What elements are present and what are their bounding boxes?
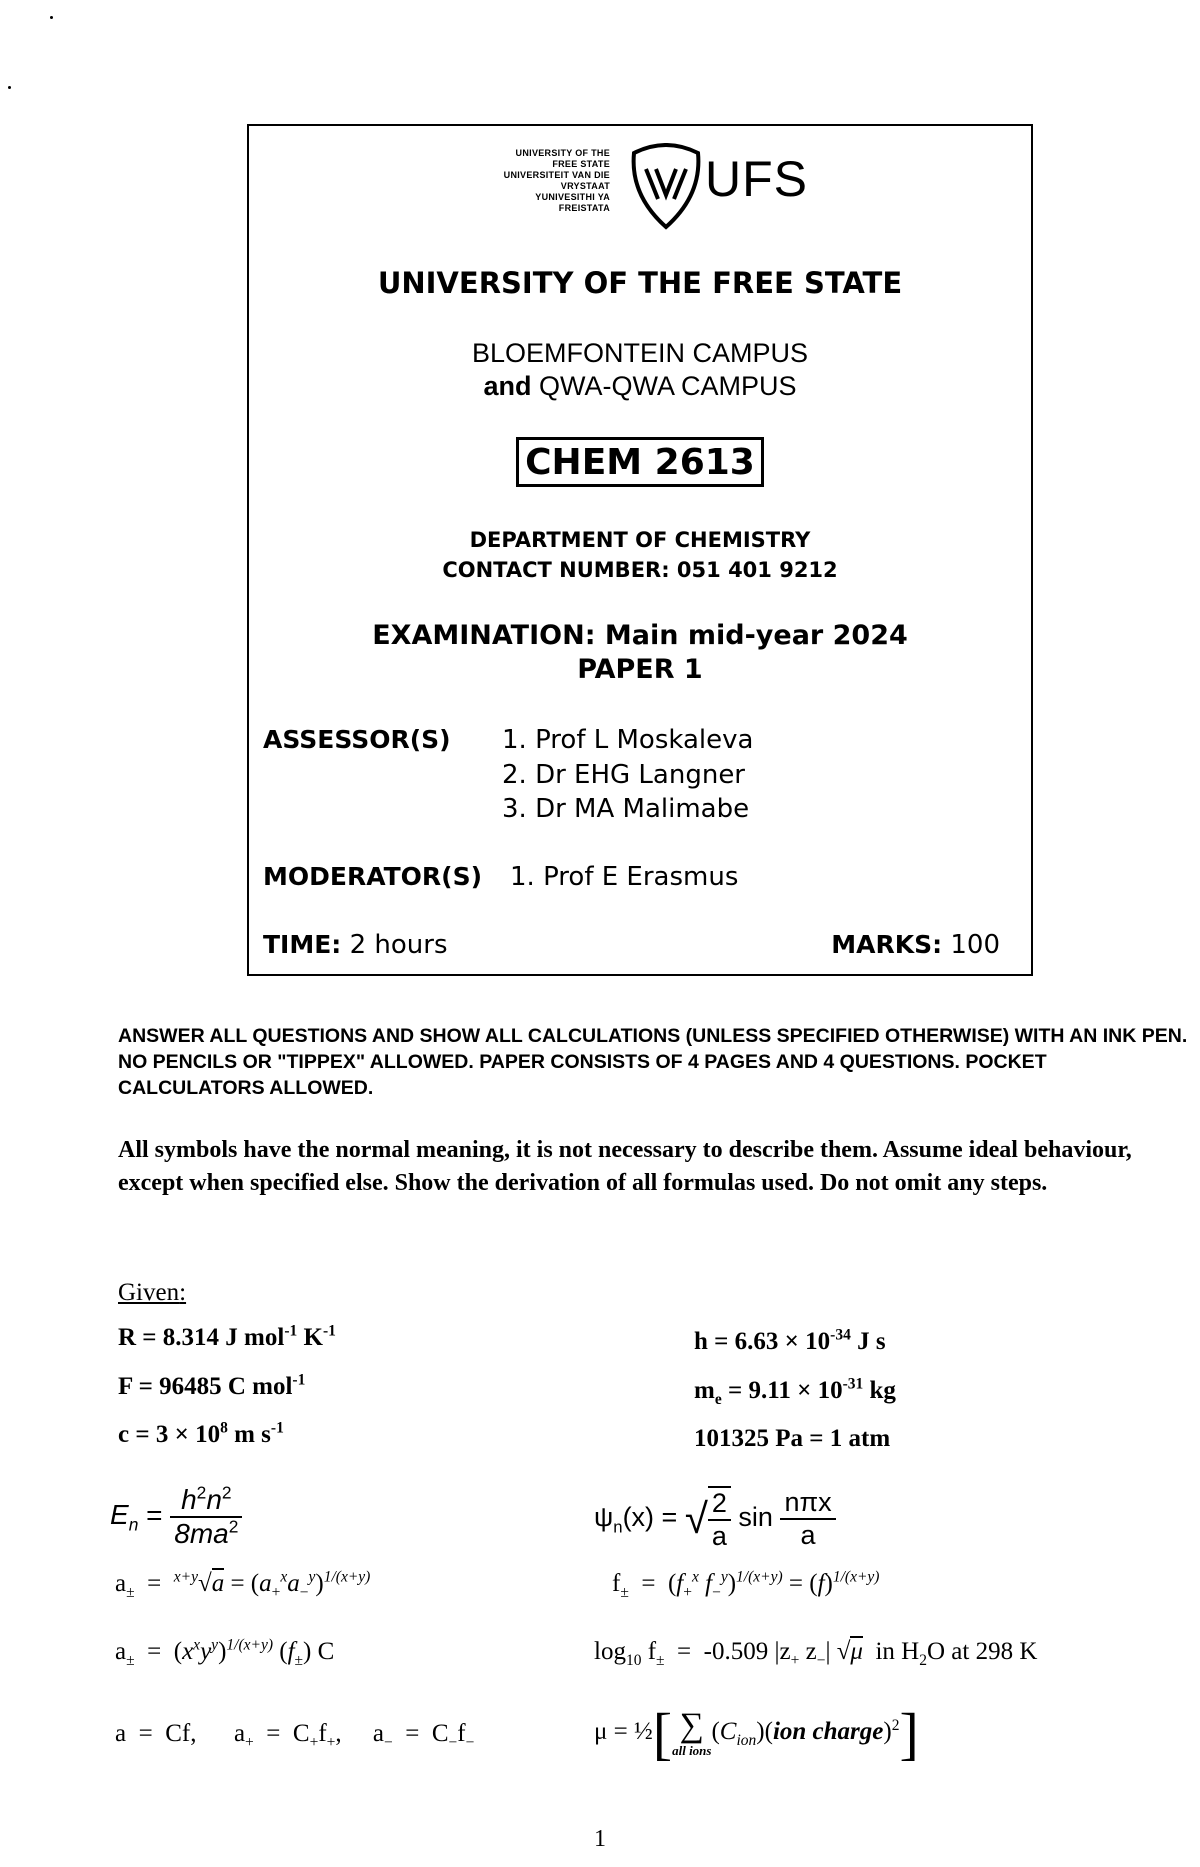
ufs-emblem-icon: [628, 143, 704, 231]
constant-atm: 101325 Pa = 1 atm: [694, 1425, 891, 1452]
fraction: $\frac{2}{a}$: [708, 1488, 731, 1552]
fraction: $\frac{\text{nπx}}{a}$: [780, 1487, 835, 1551]
logo-line: FREISTATA: [558, 203, 610, 213]
university-name: UNIVERSITY OF THE FREE STATE: [377, 266, 903, 300]
formula-activity-concentration: $a_\pm = (x^xy^y)^{1/(x+y)}$ $(f_\pm)$ C: [115, 1636, 335, 1669]
logo-line: UNIVERSITY OF THE: [515, 148, 610, 158]
formula-mean-activity-coefficient: $f_\pm = (f_+^x$ $f_-^y)^{1/(x+y)} = (f)^{1/(x+y)}$: [612, 1568, 880, 1601]
assessor-item: 2. Dr EHG Langner: [502, 760, 746, 790]
page-number: 1: [594, 1826, 606, 1852]
campus-qwaqwa: QWA-QWA CAMPUS: [531, 371, 797, 401]
logo-text: [440, 148, 610, 214]
scan-speck: [8, 86, 11, 89]
formula-activity-definitions: a = Cf, $a_+ = C_+f_+$, $a_- = C_-f_-$: [115, 1720, 475, 1751]
logo-word: UFS: [705, 151, 808, 207]
constant-me: $m_e = 9.11 \times 10^{-31}$ kg: [694, 1375, 896, 1408]
moderator-label: MODERATOR(S): [263, 862, 483, 891]
moderator-item: 1. Prof E Erasmus: [510, 862, 739, 892]
constant-c: $c = 3 \times 10^8$ m $s^{-1}$: [118, 1419, 284, 1448]
scan-speck: [50, 16, 53, 19]
time-value: 2 hours: [341, 930, 448, 960]
time-label: TIME:: [263, 930, 342, 959]
logo-line: YUNIVESITHI YA: [535, 192, 610, 202]
campus-line-2: [247, 371, 1033, 402]
formula-energy-levels: $E_n$ = $\frac{h^2n^2}{8ma^2}$: [110, 1484, 242, 1550]
given-label: Given: [118, 1279, 180, 1306]
constant-r-text: R = 8.314 J mol: [118, 1324, 285, 1351]
contact-number: CONTACT NUMBER: 051 401 9212: [442, 558, 838, 582]
marks-value: 100: [942, 930, 1000, 960]
constant-r: R = 8.314 J mol$^{-1}$ $K^{-1}$: [118, 1322, 336, 1351]
department: DEPARTMENT OF CHEMISTRY: [469, 528, 811, 552]
assessor-item: 1. Prof L Moskaleva: [502, 725, 754, 755]
time-row: [263, 930, 447, 960]
campus-and: and: [483, 371, 532, 401]
constant-f-text: F = 96485 C mol: [118, 1373, 293, 1400]
assessor-item: 3. Dr MA Malimabe: [502, 794, 750, 824]
general-note: All symbols have the normal meaning, it is not necessary to describe them. Assume ideal behaviour, except when specified else. Show the derivation of all formulas used. Do not omit any steps.: [118, 1137, 1132, 1196]
marks-label: MARKS:: [831, 930, 943, 959]
instructions: ANSWER ALL QUESTIONS AND SHOW ALL CALCULATIONS (UNLESS SPECIFIED OTHERWISE) WITH AN INK PEN. NO PENCILS OR "TIPPEX" ALLOWED. PAPER CONSISTS OF 4 PAGES AND 4 QUESTIONS. POCKET CALCULATORS ALLOWED.: [118, 1025, 1188, 1099]
marks-row: [831, 930, 1000, 960]
constant-h-text: h = 6.63 × 10: [694, 1328, 831, 1355]
formula-mean-activity: $a_\pm = ^{x+y}√a = (a_+^xa_-^y)^{1/(x+y)}$: [115, 1568, 371, 1601]
fraction: $\frac{h^2n^2}{8ma^2}$: [170, 1484, 242, 1550]
constant-f: F = 96485 C mol$^{-1}$: [118, 1371, 306, 1400]
formula-wavefunction: $\psi_n(x)$ = √ $\frac{2}{a}$ sin $\frac{\text{nπx}}{a}$: [594, 1486, 836, 1552]
paper-number: PAPER 1: [577, 654, 703, 685]
constant-c-text: c = 3 × 10: [118, 1421, 221, 1448]
campus-line-1: BLOEMFONTEIN CAMPUS: [471, 338, 809, 368]
course-code-wrap: [247, 437, 1033, 487]
exam-title: EXAMINATION: Main mid-year 2024: [372, 620, 908, 651]
assessor-label: ASSESSOR(S): [263, 725, 451, 754]
course-code: CHEM 2613: [516, 437, 764, 487]
logo-line: VRYSTAAT: [560, 181, 610, 191]
formula-ionic-strength: μ = ½[ ∑ all ions $(C_{ion})(ion$ charge)$^2$]: [594, 1701, 919, 1766]
logo-line: UNIVERSITEIT VAN DIE: [503, 170, 610, 180]
given-heading: Given:: [118, 1279, 187, 1306]
constant-h: $h = 6.63 \times 10^{-34}$ J s: [694, 1326, 886, 1355]
logo-line: FREE STATE: [552, 159, 610, 169]
constant-me-text: m: [694, 1377, 715, 1404]
formula-debye-huckel: $\log_{10} f_\pm = -0.509$ $|z_+$ $z_-|$ √μ in $H_2O$ at 298 K: [594, 1638, 1038, 1669]
